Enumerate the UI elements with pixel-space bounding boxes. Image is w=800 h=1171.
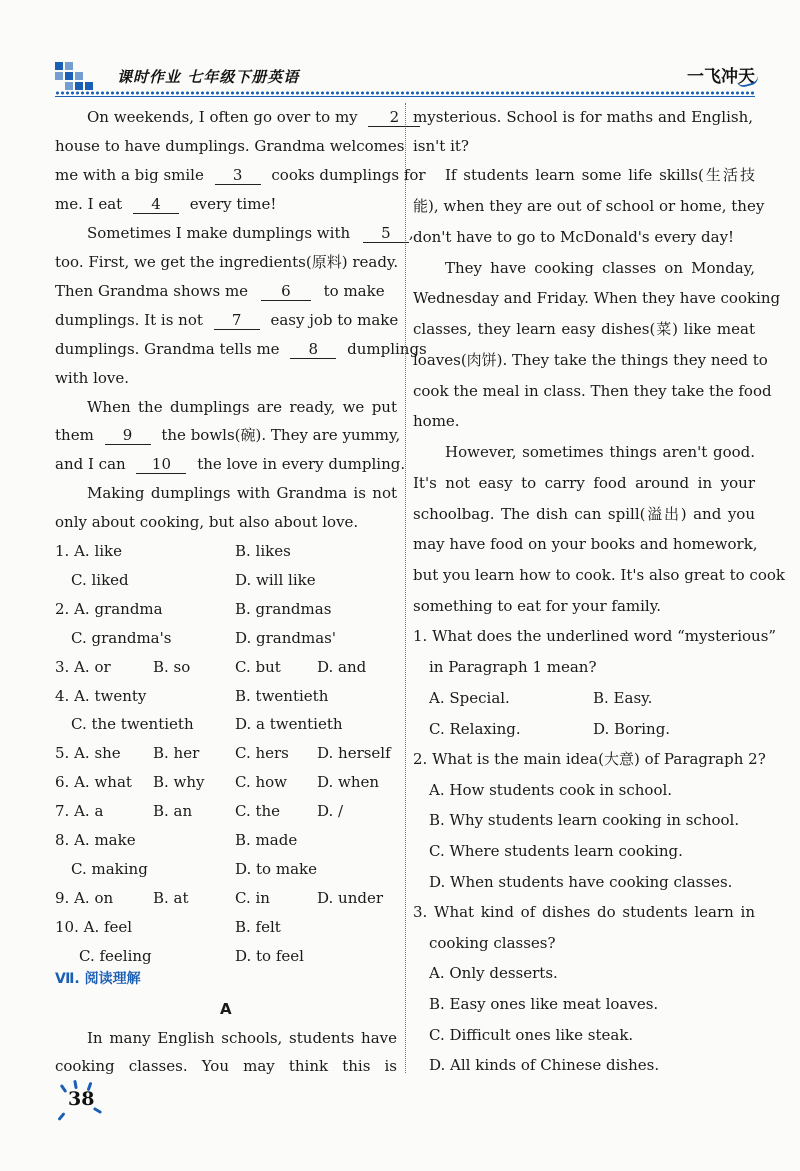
text: dumplings. Grandma tells me <box>55 340 280 358</box>
option-5-2[interactable]: B. so <box>153 657 191 676</box>
q3-option-a[interactable]: A. Only desserts. <box>429 964 558 982</box>
option-5-4[interactable]: D. and <box>317 657 367 676</box>
text: me. I eat <box>55 195 123 213</box>
option-8-3[interactable]: C. hers <box>235 744 289 763</box>
text-line: In many English schools, students have <box>87 1029 397 1047</box>
text: dumplings. It is not <box>55 311 203 329</box>
option-1-1[interactable]: 1. A. like <box>55 542 123 560</box>
sun-ray-icon <box>57 1112 65 1121</box>
text-line: home. <box>413 412 460 430</box>
option-8-1[interactable]: 5. A. she <box>55 744 121 763</box>
text-line: cooking classes. You may think this is <box>55 1057 397 1075</box>
text-line: classes, they learn easy dishes(菜) like meat <box>413 320 755 338</box>
page-number-text: 38 <box>68 1088 95 1110</box>
text: the bowls(碗). They are yummy, <box>161 426 401 444</box>
text-line: only about cooking, but also about love. <box>55 513 359 531</box>
text-line: don't have to go to McDonald's every day! <box>413 228 735 246</box>
text-line: 能), when they are out of school or home, they <box>413 197 765 215</box>
text: Then Grandma shows me <box>55 282 249 300</box>
q2-option-d[interactable]: D. When students have cooking classes. <box>429 873 733 891</box>
text: dumplings <box>347 340 427 358</box>
text-line <box>55 281 385 301</box>
option-12-1[interactable]: C. making <box>71 859 148 878</box>
text-line <box>55 310 398 330</box>
option-2-1[interactable]: C. liked <box>71 570 129 589</box>
header-rule <box>55 96 755 97</box>
text: , <box>408 224 414 242</box>
book-title: 课时作业 七年级下册英语 <box>117 68 300 86</box>
option-5-1[interactable]: 3. A. or <box>55 657 111 676</box>
page-number <box>60 1084 104 1124</box>
text-line: When the dumplings are ready, we put <box>87 398 397 416</box>
option-11-2[interactable]: B. made <box>235 831 298 849</box>
text-line: schoolbag. The dish can spill(溢出) and you <box>413 505 755 523</box>
option-7-2[interactable]: D. a twentieth <box>235 715 343 734</box>
option-3-1[interactable]: 2. A. grandma <box>55 599 163 618</box>
option-4-2[interactable]: D. grandmas' <box>235 628 336 647</box>
text-line: mysterious. School is for maths and English, <box>413 108 753 126</box>
text: to make <box>323 282 385 300</box>
text-line: loaves(肉饼). They take the things they need to <box>413 351 768 369</box>
page-header <box>55 58 755 98</box>
text-line: too. First, we get the ingredients(原料) ready. <box>55 253 399 271</box>
question-1-stem: 1. What does the underlined word “mysterious” <box>413 627 777 645</box>
option-9-2[interactable]: B. why <box>153 773 205 792</box>
q2-option-b[interactable]: B. Why students learn cooking in school. <box>429 811 740 829</box>
q3-option-b[interactable]: B. Easy ones like meat loaves. <box>429 995 659 1013</box>
text: the love in every dumpling. <box>197 455 406 473</box>
text-line: However, sometimes things aren't good. <box>445 443 755 461</box>
text-line <box>55 454 405 474</box>
text-line: cook the meal in class. Then they take the food <box>413 382 772 400</box>
blank-2: 2 <box>368 109 420 127</box>
text-line <box>55 165 426 185</box>
option-9-1[interactable]: 6. A. what <box>55 773 132 792</box>
option-4-1[interactable]: C. grandma's <box>71 628 172 647</box>
text-line: house to have dumplings. Grandma welcomes <box>55 137 405 155</box>
q1-option-d[interactable]: D. Boring. <box>593 720 671 738</box>
blank-8: 8 <box>290 341 336 359</box>
text-line <box>55 425 400 445</box>
q2-option-a[interactable]: A. How students cook in school. <box>429 781 673 799</box>
text: easy job to make <box>270 311 399 329</box>
q3-option-c[interactable]: C. Difficult ones like steak. <box>429 1026 634 1044</box>
text-line: Making dumplings with Grandma is not <box>87 484 397 502</box>
q3-option-d[interactable]: D. All kinds of Chinese dishes. <box>429 1056 660 1074</box>
blank-9: 9 <box>105 427 151 445</box>
text-line: may have food on your books and homework, <box>413 535 758 553</box>
option-15-2[interactable]: D. to feel <box>235 946 304 965</box>
text-line: with love. <box>55 369 130 387</box>
option-8-2[interactable]: B. her <box>153 744 200 763</box>
q2-option-c[interactable]: C. Where students learn cooking. <box>429 842 683 860</box>
option-13-2[interactable]: B. at <box>153 888 189 907</box>
text-line: Wednesday and Friday. When they have cooking <box>413 289 781 307</box>
question-3-stem: 3. What kind of dishes do students learn in <box>413 903 755 921</box>
text-line: isn't it? <box>413 137 469 155</box>
text: cooks dumplings for <box>271 166 426 184</box>
q1-option-b[interactable]: B. Easy. <box>593 689 653 707</box>
text-line: something to eat for your family. <box>413 597 661 615</box>
text-line <box>87 223 414 243</box>
option-10-2[interactable]: B. an <box>153 802 193 821</box>
option-13-1[interactable]: 9. A. on <box>55 888 114 907</box>
blank-5: 5 <box>363 225 409 243</box>
text-line: They have cooking classes on Monday, <box>445 259 755 277</box>
question-3-stem-cont: cooking classes? <box>429 934 556 952</box>
option-6-2[interactable]: B. twentieth <box>235 686 329 705</box>
option-14-2[interactable]: B. felt <box>235 917 281 936</box>
option-9-4[interactable]: D. when <box>317 773 380 792</box>
blank-4: 4 <box>133 196 179 214</box>
brand-logo: 一飞冲天 <box>687 67 755 87</box>
text-line <box>55 194 276 214</box>
blank-3: 3 <box>215 167 261 185</box>
passage-label: A <box>220 1000 232 1018</box>
header-dotted-rule <box>55 91 755 95</box>
option-15-1[interactable]: C. feeling <box>79 946 152 965</box>
option-9-3[interactable]: C. how <box>235 773 288 792</box>
option-10-4[interactable]: D. / <box>317 802 344 821</box>
blank-6: 6 <box>261 283 311 301</box>
text-line <box>55 339 427 359</box>
option-8-4[interactable]: D. herself <box>317 744 391 763</box>
section-title: Ⅶ. 阅读理解 <box>55 971 141 987</box>
blank-10: 10 <box>136 456 186 474</box>
text-line: but you learn how to cook. It's also great to cook <box>413 566 785 584</box>
option-2-2[interactable]: D. will like <box>235 570 316 589</box>
option-5-3[interactable]: C. but <box>235 657 281 676</box>
q1-option-a[interactable]: A. Special. <box>429 689 510 707</box>
option-13-4[interactable]: D. under <box>317 888 383 907</box>
column-divider <box>405 103 406 1073</box>
option-6-1[interactable]: 4. A. twenty <box>55 686 147 705</box>
option-14-1[interactable]: 10. A. feel <box>55 917 133 936</box>
sun-ray-icon <box>60 1084 68 1093</box>
option-1-2[interactable]: B. likes <box>235 542 291 560</box>
question-1-stem-cont: in Paragraph 1 mean? <box>429 658 597 676</box>
text: and I can <box>55 455 126 473</box>
option-13-3[interactable]: C. in <box>235 888 270 907</box>
text: every time! <box>189 195 277 213</box>
text-line: If students learn some life skills(生活技 <box>445 166 755 184</box>
text-line: It's not easy to carry food around in your <box>413 474 755 492</box>
option-12-2[interactable]: D. to make <box>235 859 317 878</box>
option-3-2[interactable]: B. grandmas <box>235 599 332 618</box>
option-7-1[interactable]: C. the twentieth <box>71 715 194 734</box>
logo-squares-icon <box>55 62 101 92</box>
q1-option-c[interactable]: C. Relaxing. <box>429 720 521 738</box>
question-2-stem: 2. What is the main idea(大意) of Paragraph 2? <box>413 750 766 768</box>
option-10-1[interactable]: 7. A. a <box>55 802 104 821</box>
blank-7: 7 <box>214 312 260 330</box>
option-10-3[interactable]: C. the <box>235 802 281 821</box>
text-line <box>87 107 420 127</box>
option-11-1[interactable]: 8. A. make <box>55 831 136 849</box>
text: them <box>55 426 94 444</box>
text: Sometimes I make dumplings with <box>87 224 351 242</box>
text: On weekends, I often go over to my <box>87 108 358 126</box>
text: me with a big smile <box>55 166 204 184</box>
